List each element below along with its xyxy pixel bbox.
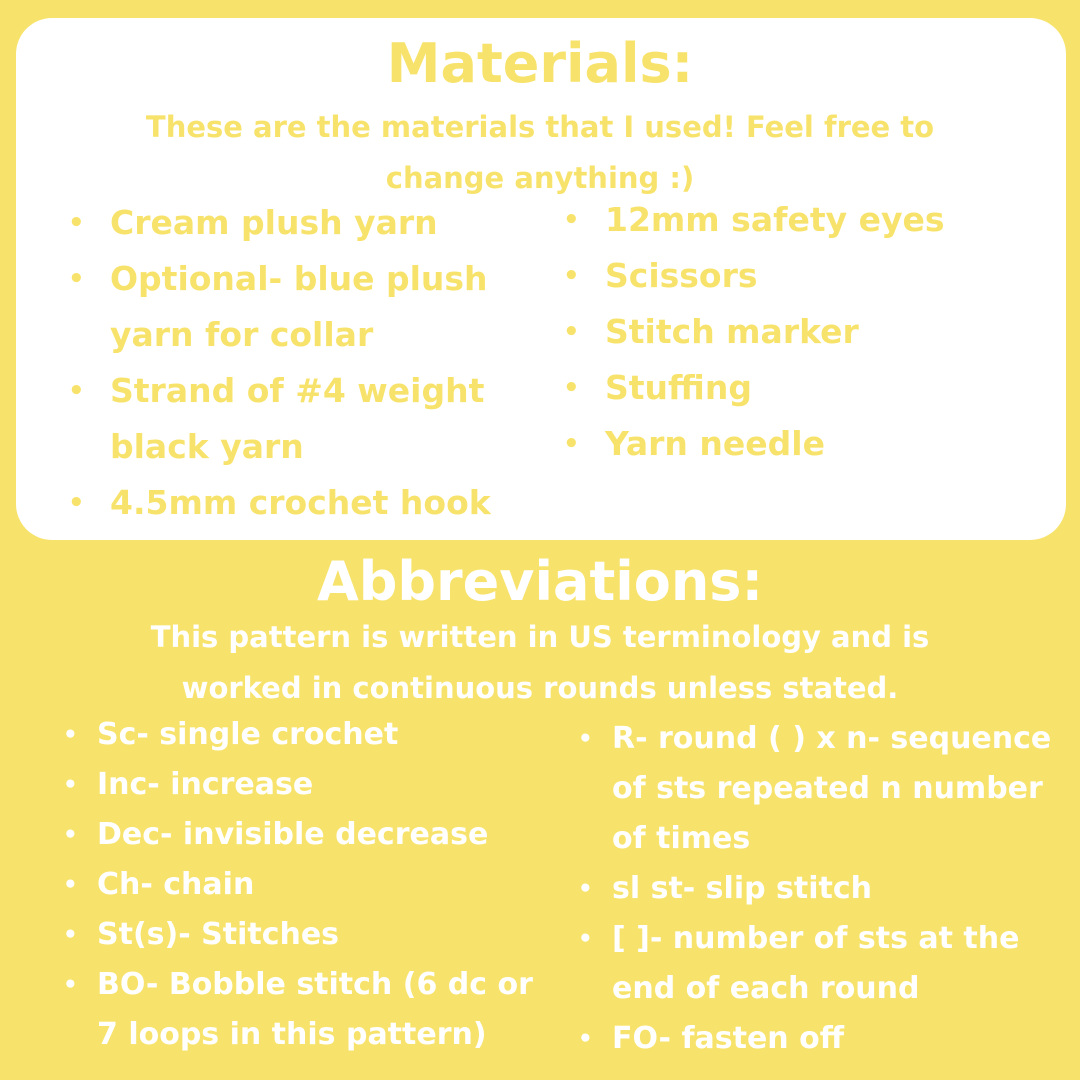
abbreviations-list-right bbox=[578, 714, 1053, 1064]
list-item: • [ ]- number of sts at the end of each round bbox=[578, 914, 1053, 1014]
abbreviations-title: Abbreviations: bbox=[316, 550, 764, 613]
list-item: • Inc- increase bbox=[63, 760, 553, 810]
bullet-icon: • bbox=[563, 429, 580, 459]
bullet-icon: • bbox=[63, 872, 78, 898]
bullet-icon: • bbox=[563, 317, 580, 347]
list-item: • St(s)- Stitches bbox=[63, 910, 553, 960]
list-item: • Ch- chain bbox=[63, 860, 553, 910]
bullet-icon: • bbox=[578, 926, 593, 952]
list-item: • Strand of #4 weight black yarn bbox=[68, 363, 528, 475]
bullet-icon: • bbox=[63, 972, 78, 998]
list-item: • FO- fasten off bbox=[578, 1014, 1053, 1064]
bullet-icon: • bbox=[63, 822, 78, 848]
materials-title: Materials: bbox=[386, 32, 694, 95]
abbreviations-list-left bbox=[63, 710, 553, 1060]
bullet-icon: • bbox=[578, 876, 593, 902]
bullet-icon: • bbox=[578, 726, 593, 752]
materials-subtitle-line2: change anything :) bbox=[385, 161, 695, 195]
list-item: • 4.5mm crochet hook bbox=[68, 475, 528, 531]
abbreviations-subtitle-line2: worked in continuous rounds unless stated. bbox=[181, 671, 899, 705]
bullet-icon: • bbox=[563, 373, 580, 403]
list-item: • 12mm safety eyes bbox=[563, 192, 1043, 248]
materials-list-left bbox=[68, 195, 528, 531]
list-item: • sl st- slip stitch bbox=[578, 864, 1053, 914]
bullet-icon: • bbox=[68, 488, 85, 518]
materials-list-right bbox=[563, 192, 1043, 472]
list-item: • Yarn needle bbox=[563, 416, 1043, 472]
materials-subtitle bbox=[0, 102, 1080, 204]
bullet-icon: • bbox=[563, 261, 580, 291]
list-item: • Sc- single crochet bbox=[63, 710, 553, 760]
bullet-icon: • bbox=[578, 1026, 593, 1052]
abbreviations-subtitle bbox=[0, 612, 1080, 714]
bullet-icon: • bbox=[63, 922, 78, 948]
materials-subtitle-line1: These are the materials that I used! Feel free to bbox=[145, 110, 935, 144]
bullet-icon: • bbox=[68, 208, 85, 238]
bullet-icon: • bbox=[63, 722, 78, 748]
list-item: • BO- Bobble stitch (6 dc or 7 loops in this pattern) bbox=[63, 960, 553, 1060]
list-item: • Optional- blue plush yarn for collar bbox=[68, 251, 528, 363]
bullet-icon: • bbox=[68, 376, 85, 406]
list-item: • Cream plush yarn bbox=[68, 195, 528, 251]
list-item: • Dec- invisible decrease bbox=[63, 810, 553, 860]
bullet-icon: • bbox=[563, 205, 580, 235]
bullet-icon: • bbox=[63, 772, 78, 798]
bullet-icon: • bbox=[68, 264, 85, 294]
list-item: • R- round ( ) x n- sequence of sts repeated n number of times bbox=[578, 714, 1053, 864]
abbreviations-subtitle-line1: This pattern is written in US terminology and is bbox=[150, 620, 930, 654]
list-item: • Scissors bbox=[563, 248, 1043, 304]
list-item: • Stuffing bbox=[563, 360, 1043, 416]
list-item: • Stitch marker bbox=[563, 304, 1043, 360]
